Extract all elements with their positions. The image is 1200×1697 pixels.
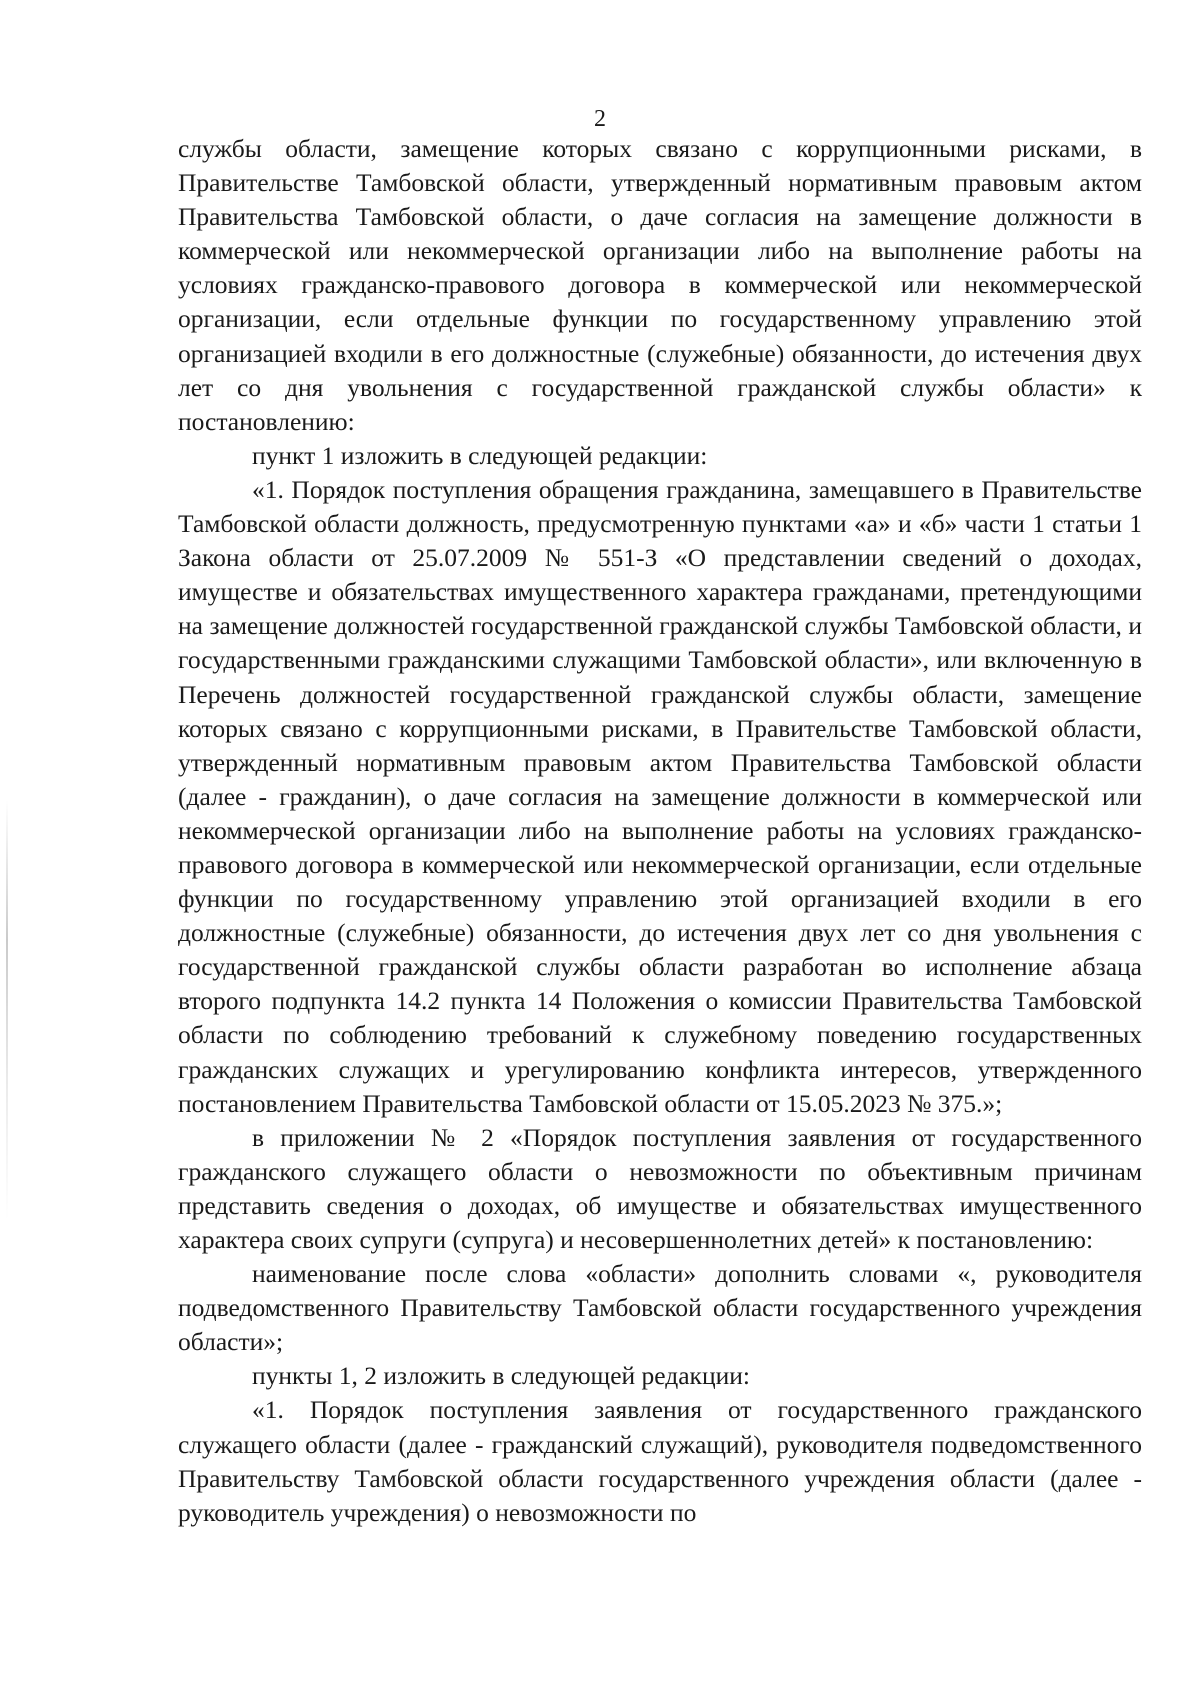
paragraph: пункт 1 изложить в следующей редакции: bbox=[252, 440, 708, 470]
paragraph: наименование после слова «области» дополнить словами «, руководителя подведомственного Правительству Тамбовской области государственного учреждения области»; bbox=[178, 1259, 1142, 1357]
paragraph: «1. Порядок поступления обращения гражданина, замещавшего в Правительстве Тамбовской области должность, предусмотренную пунктами «а» и «б» части 1 статьи 1 Закона области от 25.07.2009 № 551-З «О представлении сведений о доходах, имуществе и обязательствах имущественного характера гражданами, претендующими на замещение должностей государственной гражданской службы Тамбовской области, и государственными гражданскими служащими Тамбовской области», или включенную в Перечень должностей государственной гражданской службы области, замещение которых связано с коррупционными рисками, в Правительстве Тамбовской области, утвержденный нормативным правовым актом Правительства Тамбовской области (далее - гражданин), о даче согласия на замещение должности в коммерческой или некоммерческой организации либо на выполнение работы на условиях гражданско-правового договора в коммерческой или некоммерческой организации, если отдельные функции по государственному управлению этой организацией входили в его должностные (служебные) обязанности, до истечения двух лет со дня увольнения с государственной гражданской службы области разработан во исполнение абзаца второго подпункта 14.2 пункта 14 Положения о комиссии Правительства Тамбовской области по соблюдению требований к служебному поведению государственных гражданских служащих и урегулированию конфликта интересов, утвержденного постановлением Правительства Тамбовской области от 15.05.2023 № 375.»; bbox=[178, 474, 1142, 1118]
paragraph: службы области, замещение которых связано с коррупционными рисками, в Правительстве Тамбовской области, утвержденный нормативным правовым актом Правительства Тамбовской области, о даче согласия на замещение должности в коммерческой или некоммерческой организации либо на выполнение работы на условиях гражданско-правового договора в коммерческой или некоммерческой организации, если отдельные функции по государственному управлению этой организацией входили в его должностные (служебные) обязанности, до истечения двух лет со дня увольнения с государственной гражданской службы области» к постановлению: bbox=[178, 134, 1142, 436]
scan-edge-artifact bbox=[6, 800, 8, 1220]
paragraph: в приложении № 2 «Порядок поступления заявления от государственного гражданского служащего области о невозможности по объективным причинам представить сведения о доходах, об имуществе и обязательствах имущественного характера своих супруги (супруга) и несовершеннолетних детей» к постановлению: bbox=[178, 1122, 1142, 1254]
page-number: 2 bbox=[594, 106, 606, 132]
paragraph: «1. Порядок поступления заявления от государственного гражданского служащего области (далее - гражданский служащий), руководителя подведомственного Правительству Тамбовской области государственного учреждения области (далее - руководитель учреждения) о невозможности по bbox=[178, 1395, 1142, 1527]
paragraph: пункты 1, 2 изложить в следующей редакции: bbox=[252, 1361, 750, 1391]
document-body bbox=[178, 132, 1142, 1530]
